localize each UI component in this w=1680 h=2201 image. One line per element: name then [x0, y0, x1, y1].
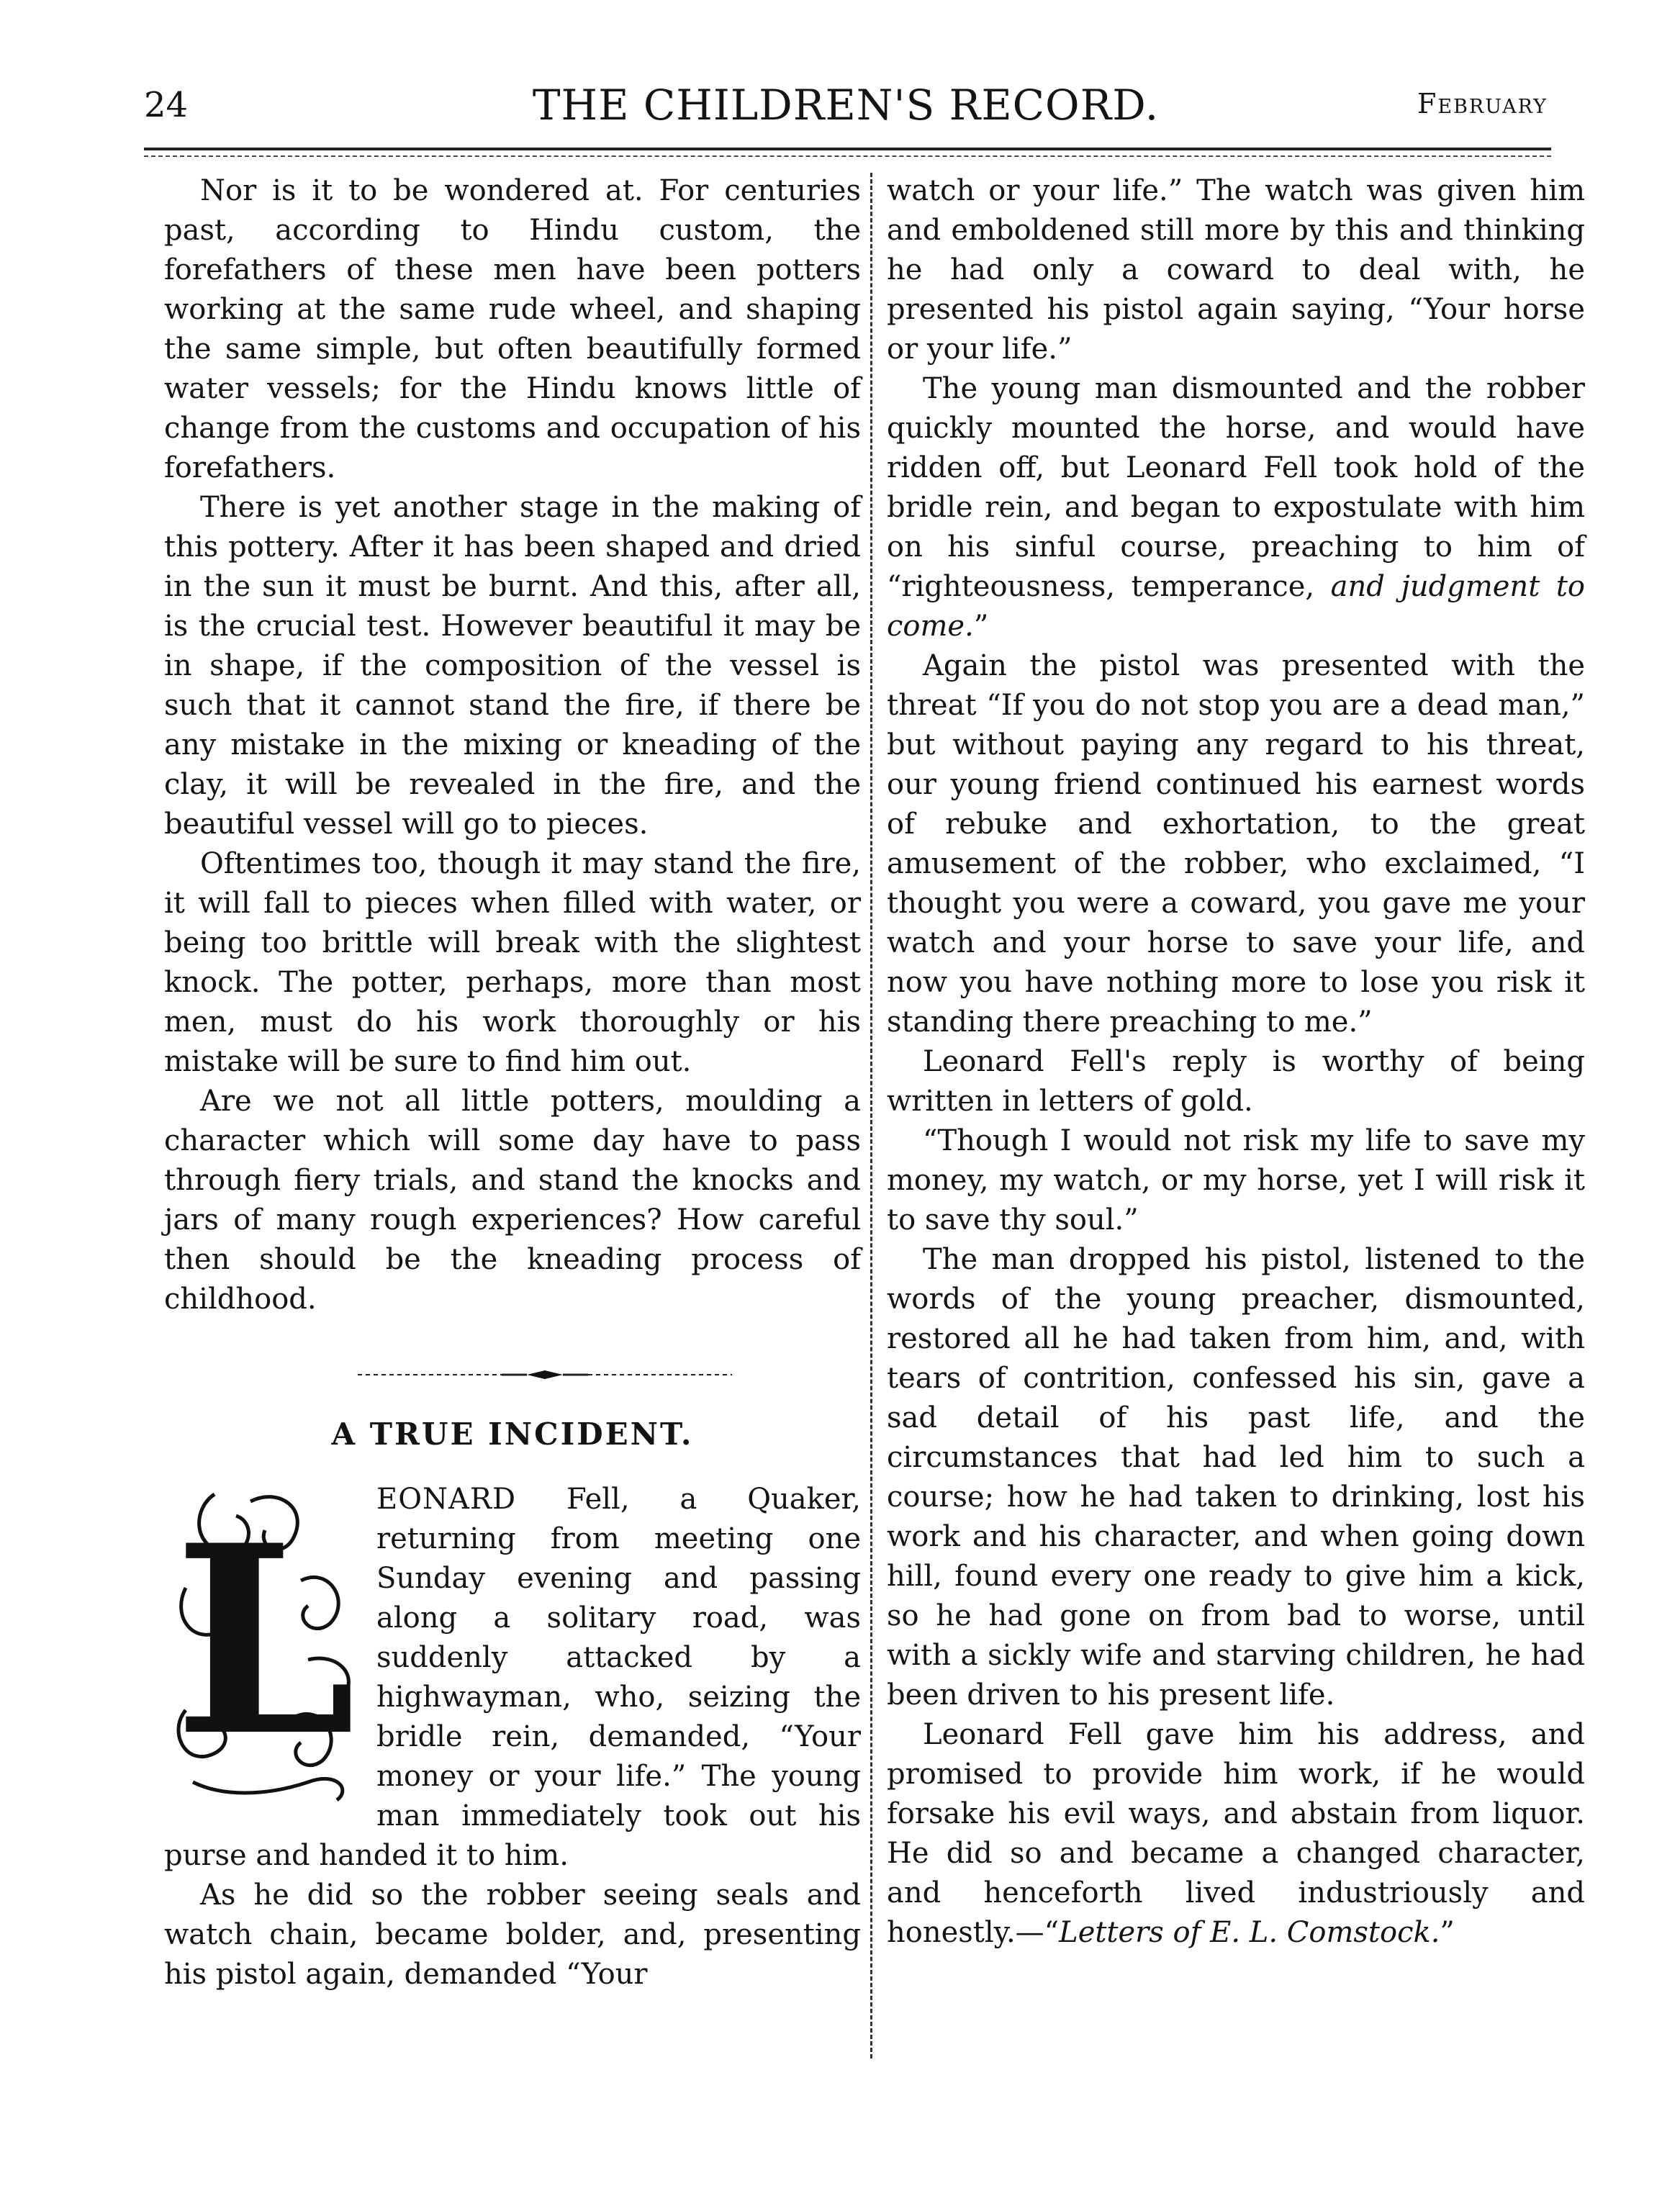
paragraph: The man dropped his pistol, listened to the words of the young preacher, dismounted, restored all he had taken from him, and, with tears of contrition, confessed his sin, gave a sad detail of his past life, and the circumstances that had led him to such a course; how he had taken to drinking, lost his work and his character, and when going down hill, found every one ready to give him a kick, so he had gone on from bad to worse, until with a sickly wife and starving children, he had been driven to his present life. — [887, 1243, 1585, 1712]
page-number: 24 — [144, 85, 189, 125]
paragraph: There is yet another stage in the making of this pottery. After it has been shaped and dried in the sun it must be burnt. And this, after all, is the crucial test. However beautiful it may be in shape, if the composition of the vessel is such that it cannot stand the fire, if there be any mistake in the mixing or kneading of the clay, it will be revealed in the fire, and the beautiful vessel will go to pieces. — [164, 491, 861, 841]
issue-month: February — [1417, 88, 1548, 119]
paragraph: Are we not all little potters, moulding a character which will some day have to pass through fiery trials, and stand the knocks and jars of many rough experiences? How careful then should be the kneading process of childhood. — [164, 1085, 861, 1316]
publication-title: THE CHILDREN'S RECORD. — [532, 81, 1160, 130]
article-heading: A TRUE INCIDENT. — [331, 1416, 694, 1452]
paragraph: The young man dismounted and the robber quickly mounted the horse, and would have ridden off, but Leonard Fell took hold of the bridle rein, and began to expostulate with him on his sinful course, preaching to him of “righteousness, temperance, and judgment to come.” — [887, 372, 1585, 643]
dropcap — [164, 1480, 369, 1811]
left-column — [164, 171, 861, 1994]
right-column — [887, 171, 1585, 1953]
paragraph-dropcap: EONARD Fell, a Quaker, returning from meeting one Sunday evening and passing along a solitary road, was suddenly attacked by a highwayman, who, seizing the bridle rein, demanded, “Your money or your life.” The young man immediately took out his purse and handed it to him. — [164, 1483, 861, 1872]
header-rule-dashed — [144, 155, 1551, 157]
ornament-divider-icon — [358, 1366, 732, 1383]
dropcap-smallcaps: EONARD — [376, 1483, 517, 1516]
paragraph: Leonard Fell's reply is worthy of being written in letters of gold. — [887, 1045, 1585, 1118]
header-rule — [144, 148, 1551, 150]
svg-text:L: L — [173, 1488, 356, 1793]
paragraph: Oftentimes too, though it may stand the fire, it will fall to pieces when filled with water, or being too brittle will break with the slightest knock. The potter, perhaps, more than most men, must do his work thoroughly or his mistake will be sure to find him out. — [164, 847, 861, 1078]
paragraph: “Though I would not risk my life to save my money, my watch, or my horse, yet I will risk it to save thy soul.” — [887, 1124, 1585, 1237]
ornate-dropcap-icon — [164, 1480, 369, 1811]
page-header — [144, 81, 1548, 143]
column-divider — [870, 173, 872, 2058]
paragraph: watch or your life.” The watch was given him and emboldened still more by this and thinking he had only a coward to deal with, he presented his pistol again saying, “Your horse or your life.” — [887, 174, 1585, 366]
paragraph: Nor is it to be wondered at. For centuries past, according to Hindu custom, the forefathers of these men have been potters working at the same rude wheel, and shaping the same simple, but often beautifully formed water vessels; for the Hindu knows little of change from the customs and occupation of his forefathers. — [164, 174, 861, 484]
paragraph: Again the pistol was presented with the threat “If you do not stop you are a dead man,” but without paying any regard to his threat, our young friend continued his earnest words of rebuke and exhortation, to the great amusement of the robber, who exclaimed, “I thought you were a coward, you gave me your watch and your horse to save your life, and now you have nothing more to lose you risk it standing there preaching to me.” — [887, 649, 1585, 1039]
section-ornament — [229, 1364, 861, 1386]
paragraph: As he did so the robber seeing seals and watch chain, became bolder, and, presenting his pistol again, demanded “Your — [164, 1879, 861, 1991]
italic-phrase: and judgment to come. — [887, 570, 1585, 643]
source-citation: Letters of E. L. Comstock. — [1059, 1916, 1440, 1949]
paragraph: Leonard Fell gave him his address, and promised to provide him work, if he would forsake his evil ways, and abstain from liquor. He did so and became a changed character, and henceforth lived industriously and honestly.—“Letters of E. L. Comstock.” — [887, 1718, 1585, 1949]
